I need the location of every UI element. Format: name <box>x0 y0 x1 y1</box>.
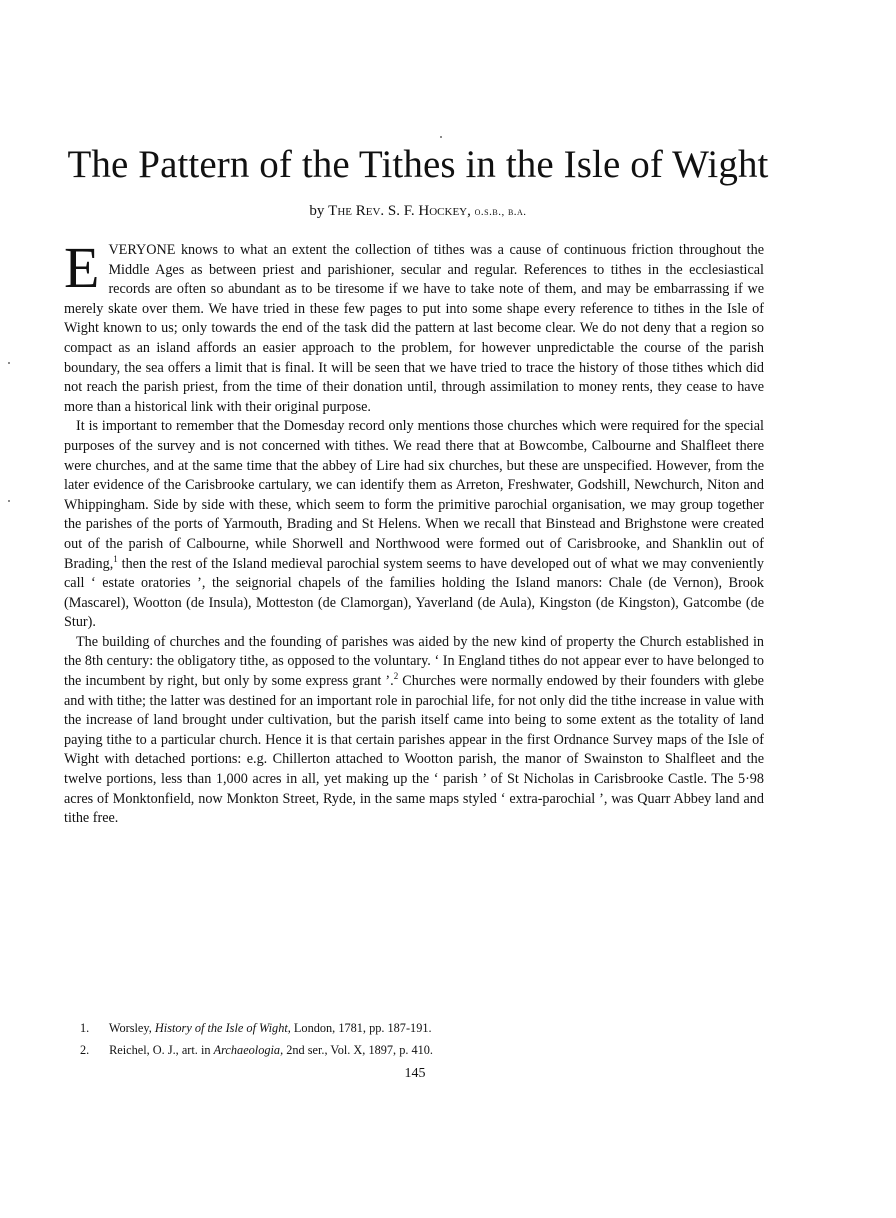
article-body <box>64 235 764 829</box>
byline-author: The Rev. S. F. Hockey, <box>328 203 471 219</box>
paragraph-3-text-a: The building of churches and the founding of parishes was aided by the new kind of property the Church established in the 8th century: the obligatory tithe, as opposed to the voluntary. ‘ In England tithes do not appear ever to have belonged to the incumbent by right, but only by some express grant ’. <box>64 633 764 690</box>
footnote-1-work: History of the Isle of Wight, <box>154 1021 291 1035</box>
article-title: The Pattern of the Tithes in the Isle of Wight <box>67 143 769 186</box>
footnote-2-author: Reichel, O. J., art. in <box>109 1043 211 1057</box>
print-speck <box>8 500 10 502</box>
footnote-2 <box>80 1039 760 1061</box>
article-byline <box>62 201 774 222</box>
byline-by: by <box>309 203 325 219</box>
footnote-1 <box>80 1017 760 1039</box>
print-speck <box>8 362 10 364</box>
paragraph-3-text-b: Churches were normally endowed by their founders with glebe and with tithe; the latter was destined for an important role in parochial life, for not only did the tithe increase in value with the increase of land brought under cultivation, but the parish itself came into being to some extent as the totality of land paying tithe to a particular church. Hence it is that certain parishes appear in the first Ordnance Survey maps of the Isle of Wight with detached portions: e.g. Chillerton attached to Wootton parish, the manor of Swainston to Shalfleet and the twelve portions, less than 1,000 acres in all, yet making up the ‘ parish ’ of St Nicholas in Carisbrooke Castle. The 5·98 acres of Monktonfield, now Monkton Street, Ryde, in the same maps styled ‘ extra-parochial ’, was Quarr Abbey land and tithe free. <box>64 673 764 827</box>
footnote-2-details: 2nd ser., Vol. X, 1897, p. 410. <box>286 1043 434 1057</box>
paragraph-2-text-b: then the rest of the Island medieval parochial system seems to have developed out of what we may conveniently call ‘ estate oratories ’, the seignorial chapels of the families holding the Island manors: Chale (de Vernon), Brook (Mascarel), Wootton (de Insula), Motteston (de Clamorgan), Yaverland (de Aula), Kingston (de Kingston), Gatcombe (de Stur). <box>64 555 764 631</box>
footnote-1-author: Worsley, <box>108 1021 152 1035</box>
paragraph-1-text: VERYONE knows to what an extent the collection of tithes was a cause of continuous friction throughout the Middle Ages as between priest and parishioner, secular and regular. References to tithes in the ecclesiastical records are often so abundant as to be tiresome if we have to take note of them, and may be embarrassing if we merely skate over them. We have tried in these few pages to put into some shape every reference to tithes in the Isle of Wight known to us; only towards the end of the task did the pattern at last become clear. We do not deny that a region so compact as an island affords an easier approach to the problem, for however unpredictable the course of the parish boundary, the sea offers a limit that is final. It will be seen that we have tried to trace the history of those tithes which did not reach the parish priest, from the time of their donation until, through assimilation to money rents, they cease to have more than a historical link with their original purpose. <box>64 242 764 415</box>
footnote-ref-2: 2 <box>393 671 399 682</box>
footnote-2-work: Archaeologia, <box>213 1043 284 1057</box>
paragraph-1 <box>64 235 764 417</box>
drop-cap: E <box>64 235 100 300</box>
footnote-ref-1: 1 <box>113 553 118 564</box>
footnote-1-details: London, 1781, pp. 187-191. <box>293 1021 432 1035</box>
footnotes <box>80 1017 760 1061</box>
paragraph-2 <box>64 417 764 633</box>
print-speck <box>440 136 442 138</box>
paragraph-2-text-a: It is important to remember that the Domesday record only mentions those churches which were required for the special purposes of the survey and is not concerned with tithes. We read there that at Bowcombe, Calbourne and Shalfleet there were churches, and at the same time that the abbey of Lire had six churches, but these are unspecified. However, from the later evidence of the Carisbrooke cartulary, we can identify them as Arreton, Freshwater, Godshill, Newchurch, Niton and Whippingham. Side by side with these, which seem to form the primitive parochial organisation, we may group together the parishes of the ports of Yarmouth, Brading and St Helens. When we recall that Binstead and Brighstone were created out of the parish of Calbourne, while Shorwell and Northwood were formed out of Carisbrooke, and Shanklin out of Brading, <box>64 418 764 572</box>
footnote-2-number: 2. <box>80 1043 90 1057</box>
paragraph-3 <box>64 633 764 829</box>
page-number: 145 <box>404 1066 426 1081</box>
byline-degrees: o.s.b., b.a. <box>474 206 527 218</box>
footnote-1-number: 1. <box>80 1021 90 1035</box>
